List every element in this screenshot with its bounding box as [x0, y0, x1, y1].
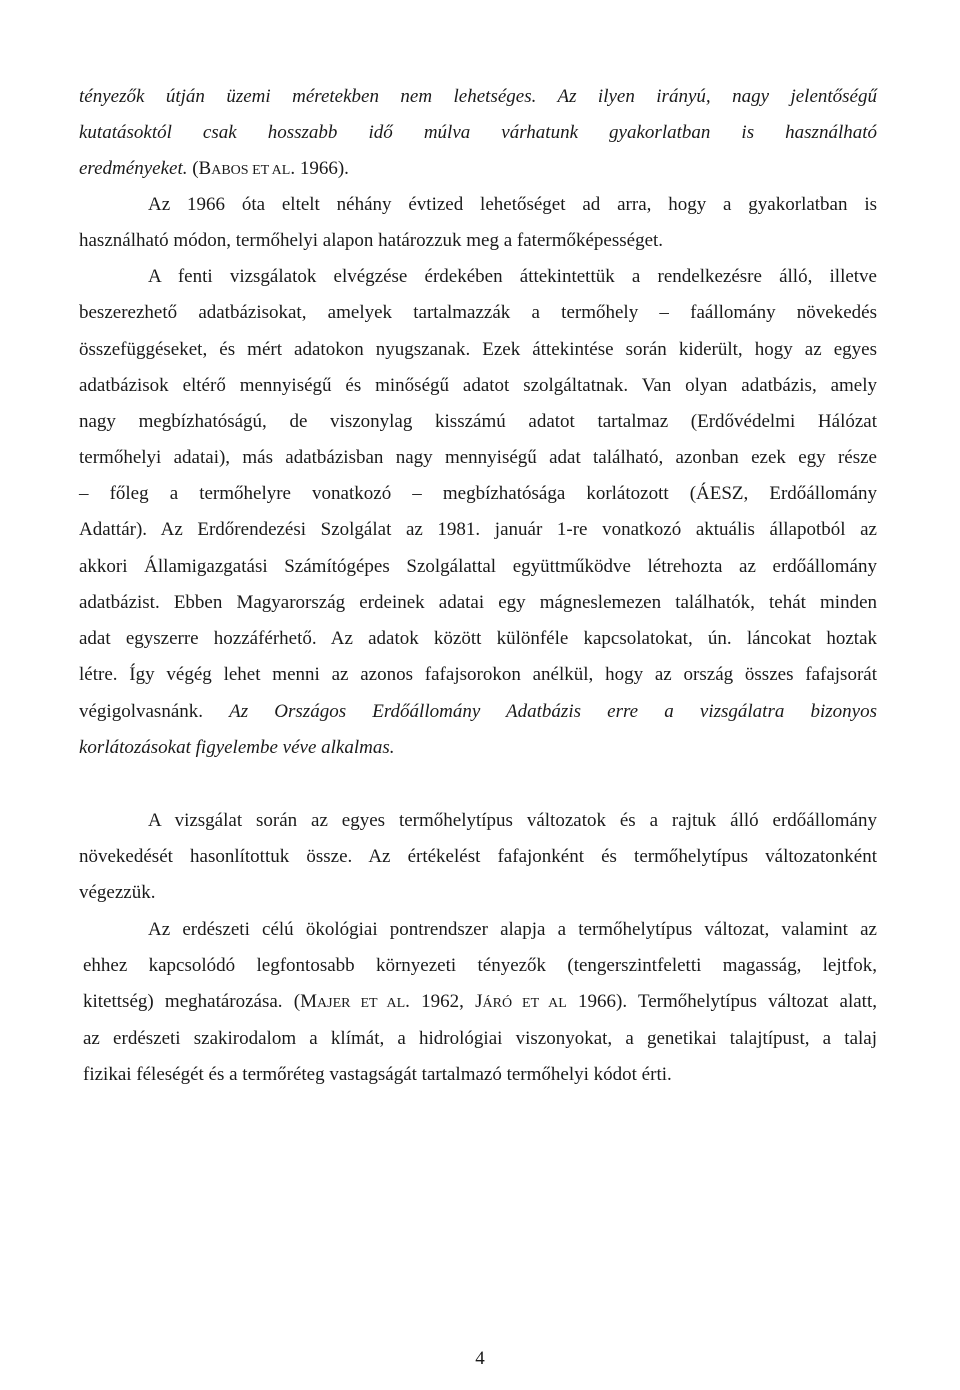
paragraph-5-line-4: az erdészeti szakirodalom a klímát, a hidrológiai viszonyokat, a genetikai talajtípust, a talaj	[83, 1028, 877, 1049]
paragraph-3-line-13-plain: végigolvasnánk.	[79, 701, 230, 722]
page-number: 4	[475, 1348, 485, 1369]
paragraph-3-line-1: A fenti vizsgálatok elvégzése érdekében áttekintettük a rendelkezésre álló, illetve	[148, 266, 877, 287]
reference-authors: ABOS ET AL	[211, 163, 291, 178]
paragraph-3-line-13	[79, 700, 877, 724]
paragraph-1-line-1: tényezők útján üzemi méretekben nem lehetséges. Az ilyen irányú, nagy jelentőségű	[79, 86, 877, 107]
paragraph-3-line-2: beszerezhető adatbázisokat, amelyek tartalmazzák a termőhely – faállomány növekedés	[79, 302, 877, 323]
paragraph-4-line-3: végezzük.	[79, 882, 156, 903]
paragraph-3-line-14: korlátozásokat figyelembe véve alkalmas.	[79, 737, 395, 758]
paragraph-1-line-2: kutatásoktól csak hosszabb idő múlva várhatunk gyakorlatban is használható	[79, 122, 877, 143]
reference-authors-jaro: ÁRÓ ET AL	[482, 996, 567, 1011]
paragraph-5-line-2: ehhez kapcsolódó legfontosabb környezeti tényezők (tengerszintfeletti magasság, lejtfok,	[83, 955, 877, 976]
paragraph-3-line-5: nagy megbízhatóságú, de viszonylag kisszámú adatot tartalmaz (Erdővédelmi Hálózat	[79, 411, 877, 432]
reference-authors-majer: AJER ET AL	[317, 996, 406, 1011]
paragraph-3-line-8: Adattár). Az Erdőrendezési Szolgálat az 1981. január 1-re vonatkozó aktuális állapotból az	[79, 519, 877, 540]
paragraph-1-line-3-italic: eredményeket.	[79, 158, 188, 179]
paragraph-1-line-3	[79, 157, 877, 183]
paragraph-4-line-1: A vizsgálat során az egyes termőhelytípus változatok és a rajtuk álló erdőállomány	[148, 810, 877, 831]
paragraph-5-line-3	[83, 990, 877, 1016]
paragraph-2-line-1: Az 1966 óta eltelt néhány évtized lehetőséget ad arra, hogy a gyakorlatban is	[148, 194, 877, 215]
paragraph-3-line-4: adatbázisok eltérő mennyiségű és minőségű adatot szolgáltatnak. Van olyan adatbázis, amely	[79, 375, 877, 396]
paragraph-5-line-3-text-c: 1966). Termőhelytípus változat alatt,	[566, 991, 877, 1012]
paragraph-5-line-1: Az erdészeti célú ökológiai pontrendszer alapja a termőhelytípus változat, valamint az	[148, 919, 877, 940]
paragraph-3-line-10: adatbázist. Ebben Magyarország erdeinek adatai egy mágneslemezen találhatók, tehát minden	[79, 592, 877, 613]
paragraph-4-line-2: növekedését hasonlítottuk össze. Az értékelést fafajonként és termőhelytípus változatonként	[79, 846, 877, 867]
paragraph-5-line-5: fizikai féleségét és a termőréteg vastagságát tartalmazó termőhelyi kódot érti.	[83, 1064, 672, 1085]
paragraph-2-line-2: használható módon, termőhelyi alapon határozzuk meg a fatermőképességet.	[79, 230, 664, 251]
paragraph-3-line-13-italic: Az Országos Erdőállomány Adatbázis erre a vizsgálatra bizonyos	[229, 701, 877, 722]
paragraph-5-line-3-text-a: kitettség) meghatározása. (M	[83, 991, 318, 1012]
reference-close: . 1966).	[290, 158, 349, 179]
paragraph-3-line-12: létre. Így végég lehet menni az azonos fafajsorokon anélkül, hogy az ország összes fafajsorát	[79, 664, 877, 685]
paragraph-5-line-3-text-b: . 1962, J	[405, 991, 483, 1012]
paragraph-3-line-3: összefüggéseket, és mért adatokon nyugszanak. Ezek áttekintése során kiderült, hogy az egyes	[79, 339, 877, 360]
paragraph-3-line-9: akkori Államigazgatási Számítógépes Szolgálattal együttműködve létrehozta az erdőállomány	[79, 556, 877, 577]
paragraph-3-line-11: adat egyszerre hozzáférhető. Az adatok között különféle kapcsolatokat, ún. láncokat hoztak	[79, 628, 877, 649]
reference-open: (B	[187, 158, 212, 179]
paragraph-3-line-6: termőhelyi adatai), más adatbázisban nagy mennyiségű adat található, azonban ezek egy része	[79, 447, 877, 468]
paragraph-3-line-7: – főleg a termőhelyre vonatkozó – megbízhatósága korlátozott (ÁESZ, Erdőállomány	[79, 483, 877, 504]
